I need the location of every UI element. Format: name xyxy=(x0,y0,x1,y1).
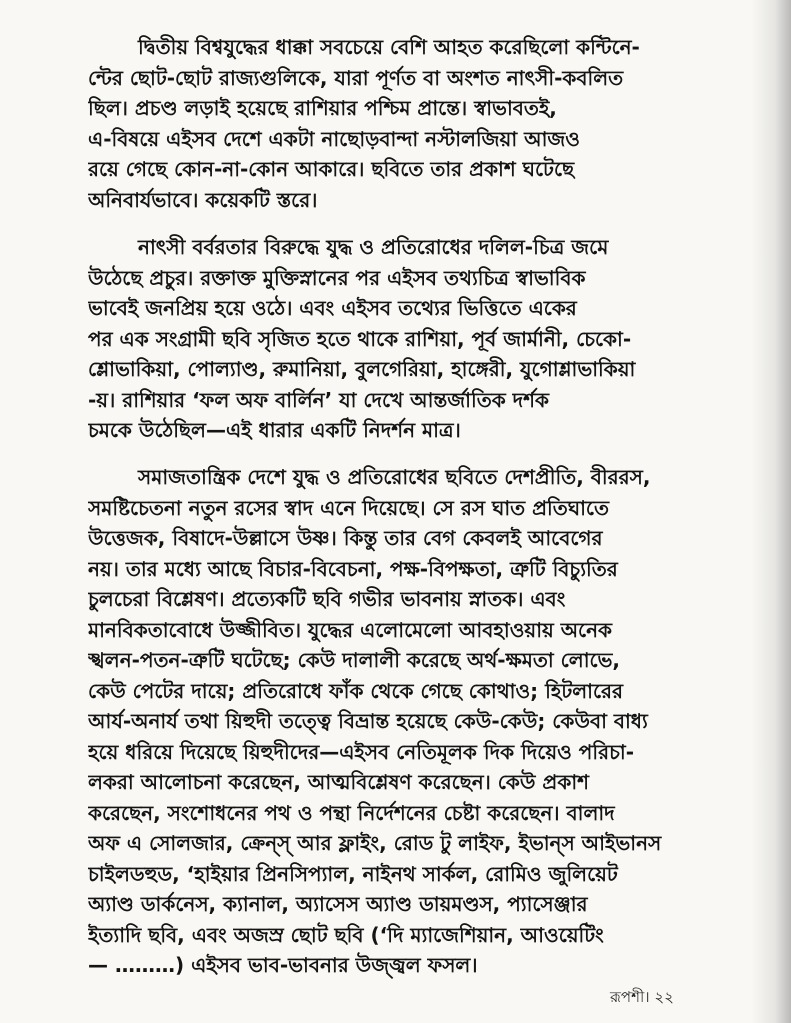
paragraph-line: উত্তেজক, বিষাদে-উল্লাসে উষ্ণ। কিন্তু তার বেগ কেবলই আবেগের xyxy=(88,526,603,550)
paragraph-line: ভাবেই জনপ্রিয় হয়ে ওঠে। এবং এইসব তথ্যের ভিত্তিতে একের xyxy=(88,296,577,320)
paragraph-line: চাইলডহুড, ‘হাইয়ার প্রিনসিপ্যাল, নাইনথ সার্কল, রোমিও জুলিয়েট xyxy=(88,861,618,886)
paragraph-line: এ-বিষয়ে এইসব দেশে একটা নাছোড়বান্দা নস্টালজিয়া আজও xyxy=(88,126,581,151)
page-footer: রূপশী। ২২ xyxy=(610,988,674,1006)
paragraph-3 xyxy=(88,462,714,981)
paragraph-line: অ্যাণ্ড ডার্কনেস, ক্যানাল, অ্যাসেস অ্যাণ্ড ডায়মণ্ডস, প্যাসেঞ্জার xyxy=(88,892,588,916)
paragraph-line: নাৎসী বর্বরতার বিরুদ্ধে যুদ্ধ ও প্রতিরোধের দলিল-চিত্র জমে xyxy=(138,235,609,259)
paragraph-line: হয়ে ধরিয়ে দিয়েছে য়িহুদীদের—এইসব নেতিমূলক দিক দিয়েও পরিচা- xyxy=(88,739,634,764)
paragraph-line: করেছেন, সংশোধনের পথ ও পন্থা নির্দেশনের চেষ্টা করেছেন। বালাদ xyxy=(88,800,615,825)
paragraph-line: অনিবার্যভাবে। কয়েকটি স্তরে। xyxy=(88,187,318,212)
paragraph-line: -য়। রাশিয়ার ‘ফল অফ বার্লিন’ যা দেখে আন্তর্জাতিক দর্শক xyxy=(88,387,549,412)
paragraph-line: ছিল। প্রচণ্ড লড়াই হয়েছে রাশিয়ার পশ্চিম প্রান্তে। স্বাভাবতই, xyxy=(88,96,557,120)
paragraph-line: মানবিকতাবোধে উজ্জীবিত। যুদ্ধের এলোমেলো আবহাওয়ায় অনেক xyxy=(88,617,613,642)
paragraph-line: অফ এ সোলজার, ক্রেন্‌স্ আর ফ্লাইং, রোড টু লাইফ, ইভান্‌স আইভানস xyxy=(88,831,662,855)
paragraph-line: আর্য-অনার্য তথা য়িহুদী তত্ত্বে বিভ্রান্ত হয়েছে কেউ-কেউ; কেউবা বাধ্য xyxy=(88,709,648,733)
paragraph-1 xyxy=(88,32,714,215)
paragraph-line: — ………) এইসব ভাব-ভাবনার উজ্জ্বল ফসল। xyxy=(88,953,478,977)
paragraph-line: সমষ্টিচেতনা নতুন রসের স্বাদ এনে দিয়েছে। সে রস ঘাত প্রতিঘাতে xyxy=(88,495,609,520)
paragraph-line: চমকে উঠেছিল—এই ধারার একটি নিদর্শন মাত্র। xyxy=(88,418,461,442)
paragraph-line: ইত্যাদি ছবি, এবং অজস্র ছোট ছবি (‘দি ম্যাজেশিয়ান, আওয়েটিং xyxy=(88,922,604,947)
paragraph-line: সমাজতান্ত্রিক দেশে যুদ্ধ ও প্রতিরোধের ছবিতে দেশপ্রীতি, বীররস, xyxy=(138,465,651,489)
page-edge-shadow xyxy=(751,0,791,1023)
paragraph-line: দ্বিতীয় বিশ্বযুদ্ধের ধাক্কা সবচেয়ে বেশি আহত করেছিলো কন্টিনে- xyxy=(138,35,640,59)
paragraph-line: চুলচেরা বিশ্লেষণ। প্রত্যেকটি ছবি গভীর ভাবনায় স্নাতক। এবং xyxy=(88,587,566,611)
paragraph-line: কেউ পেটের দায়ে; প্রতিরোধে ফাঁক থেকে গেছে কোথাও; হিটলারের xyxy=(88,678,624,703)
paragraph-line: ন্টের ছোট-ছোট রাজ্যগুলিকে, যারা পূর্ণত বা অংশত নাৎসী-কবলিত xyxy=(88,65,624,90)
paragraph-line: পর এক সংগ্রামী ছবি সৃজিত হতে থাকে রাশিয়া, পূর্ব জার্মানী, চেকো- xyxy=(88,326,632,351)
paragraph-line: নয়। তার মধ্যে আছে বিচার-বিবেচনা, পক্ষ-বিপক্ষতা, ত্রুটি বিচ্যুতির xyxy=(88,556,618,581)
paragraph-line: শ্লোভাকিয়া, পোল্যাণ্ড, রুমানিয়া, বুলগেরিয়া, হাঙ্গেরী, যুগোশ্লাভাকিয়া xyxy=(88,357,636,381)
paragraph-2 xyxy=(88,232,714,446)
paragraph-line: স্খলন-পতন-ত্রুটি ঘটেছে; কেউ দালালী করেছে অর্থ-ক্ষমতা লোভে, xyxy=(88,648,621,672)
paragraph-line: উঠেছে প্রচুর। রক্তাক্ত মুক্তিস্নানের পর এইসব তথ্যচিত্র স্বাভাবিক xyxy=(88,265,586,290)
paragraph-line: রয়ে গেছে কোন-না-কোন আকারে। ছবিতে তার প্রকাশ ঘটেছে xyxy=(88,157,575,181)
paragraph-line: লকরা আলোচনা করেছেন, আত্মবিশ্লেষণ করেছেন। কেউ প্রকাশ xyxy=(88,770,589,794)
